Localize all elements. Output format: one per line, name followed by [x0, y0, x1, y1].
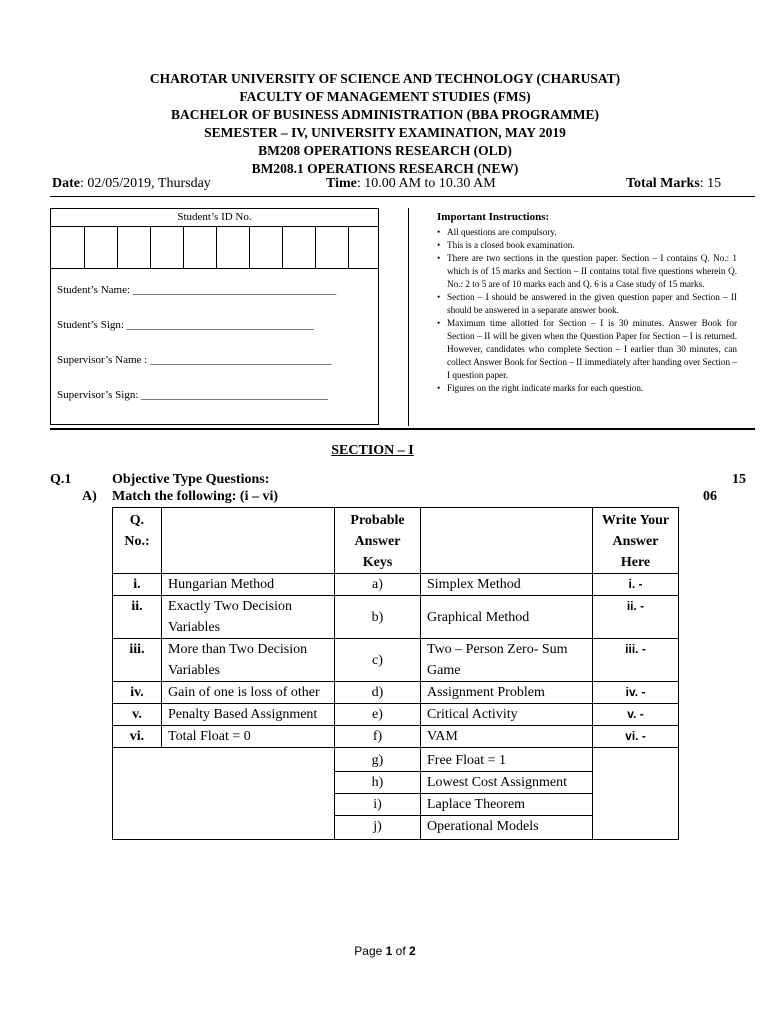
- row-number: ii.: [113, 596, 162, 639]
- answer-cell[interactable]: ii. -: [593, 596, 679, 639]
- instruction-item: • All questions are compulsory.: [437, 226, 737, 239]
- row-option: Lowest Cost Assignment: [421, 772, 593, 794]
- id-digit-cell[interactable]: [117, 227, 151, 268]
- header-blank-cell: [421, 508, 593, 574]
- exam-title: SEMESTER – IV, UNIVERSITY EXAMINATION, MAY 2019: [204, 125, 566, 140]
- instructions-panel: [437, 211, 737, 395]
- row-item: Penalty Based Assignment: [162, 704, 335, 726]
- answer-cell[interactable]: v. -: [593, 704, 679, 726]
- section-title: SECTION – I: [331, 443, 414, 458]
- row-number: i.: [113, 574, 162, 596]
- row-number: v.: [113, 704, 162, 726]
- row-number: iv.: [113, 682, 162, 704]
- answer-header: [593, 508, 679, 574]
- row-key: e): [335, 704, 421, 726]
- row-number: vi.: [113, 726, 162, 748]
- question-marks: 15: [732, 472, 746, 487]
- keys-header-text: Probable Answer Keys: [350, 513, 405, 570]
- table-row: [113, 682, 679, 704]
- id-digit-cell[interactable]: [249, 227, 283, 268]
- instruction-item: • Maximum time allotted for Section – I is 30 minutes. Answer Book for Section – II will be given when the Question Paper for Section – I is returned. However, candidates who complete Section – I earlier than 30 minutes, can collect Answer Book for Section – II immediately after handing over Section – I question paper.: [437, 317, 737, 382]
- row-key: b): [335, 596, 421, 639]
- marks-label: Total Marks: [626, 176, 700, 191]
- course-old-title: BM208 OPERATIONS RESEARCH (OLD): [258, 143, 512, 158]
- row-key: j): [335, 816, 421, 840]
- blank-merged-cell: [113, 748, 335, 840]
- table-row: [113, 704, 679, 726]
- id-digit-cell[interactable]: [315, 227, 349, 268]
- blank-answer-cell: [593, 748, 679, 840]
- instruction-item: • Section – I should be answered in the given question paper and Section – II should be answered in a separate answer book.: [437, 291, 737, 317]
- id-grid-bottom: [51, 268, 378, 269]
- student-sign-field[interactable]: Student’s Sign: __________________________________: [57, 319, 314, 331]
- date-value: : 02/05/2019, Thursday: [80, 176, 211, 191]
- table-row: [113, 596, 679, 639]
- id-digit-cell[interactable]: [348, 227, 378, 268]
- table-header-row: [113, 508, 679, 574]
- supervisor-name-field[interactable]: Supervisor’s Name : _________________________________: [57, 354, 332, 366]
- exam-date: [52, 176, 211, 192]
- header-blank-cell: [162, 508, 335, 574]
- faculty-title: FACULTY OF MANAGEMENT STUDIES (FMS): [239, 89, 531, 104]
- id-digit-cell[interactable]: [282, 227, 316, 268]
- extra-option-row: [113, 748, 679, 772]
- row-option: Simplex Method: [421, 574, 593, 596]
- student-id-label: Student’s ID No.: [177, 211, 252, 223]
- instruction-item: • Figures on the right indicate marks for each question.: [437, 382, 737, 395]
- id-digit-cell[interactable]: [84, 227, 118, 268]
- row-number: iii.: [113, 639, 162, 682]
- university-title: CHAROTAR UNIVERSITY OF SCIENCE AND TECHNOLOGY (CHARUSAT): [149, 71, 621, 86]
- row-option: Assignment Problem: [421, 682, 593, 704]
- page-current: 1: [385, 944, 393, 958]
- row-item: Total Float = 0: [162, 726, 335, 748]
- row-option: Critical Activity: [421, 704, 593, 726]
- question-number: Q.1: [50, 472, 72, 487]
- row-key: g): [335, 748, 421, 772]
- match-table: [112, 507, 679, 840]
- student-name-field[interactable]: Student’s Name: _____________________________________: [57, 284, 337, 296]
- id-digit-cell[interactable]: [216, 227, 250, 268]
- page-total: 2: [409, 944, 416, 958]
- time-label: Time: [326, 176, 357, 191]
- part-label: A): [82, 489, 97, 504]
- page-footer: [0, 944, 770, 958]
- row-option: Two – Person Zero- Sum Game: [421, 639, 593, 682]
- id-digit-cell[interactable]: [183, 227, 217, 268]
- supervisor-sign-field[interactable]: Supervisor’s Sign: __________________________________: [57, 389, 329, 401]
- exam-time: [326, 176, 496, 192]
- part-marks: 06: [703, 489, 717, 504]
- table-row: [113, 726, 679, 748]
- instruction-item: • There are two sections in the question paper. Section – I contains Q. No.: 1 which is of 15 marks and Section – II contains total five questions wherein Q. No.: 2 to 5 are of 10 marks each and Q. 6 is a Case study of 15 marks.: [437, 252, 737, 291]
- header-divider: [50, 196, 755, 197]
- question-title: Objective Type Questions:: [112, 472, 270, 487]
- instructions-title: Important Instructions:: [437, 211, 550, 223]
- row-item: Hungarian Method: [162, 574, 335, 596]
- answer-cell[interactable]: iii. -: [593, 639, 679, 682]
- row-item: Exactly Two Decision Variables: [162, 596, 335, 639]
- row-key: i): [335, 794, 421, 816]
- row-option: VAM: [421, 726, 593, 748]
- row-option: Free Float = 1: [421, 748, 593, 772]
- row-key: d): [335, 682, 421, 704]
- answer-header-text: Write Your Answer Here: [601, 513, 670, 570]
- row-option: Graphical Method: [421, 596, 593, 639]
- section-divider: [50, 428, 755, 430]
- time-value: : 10.00 AM to 10.30 AM: [356, 176, 496, 191]
- marks-value: : 15: [699, 176, 722, 191]
- instruction-item: • This is a closed book examination.: [437, 239, 737, 252]
- table-row: [113, 574, 679, 596]
- answer-cell[interactable]: iv. -: [593, 682, 679, 704]
- qno-header: [113, 508, 162, 574]
- qno-header-text: Q. No.:: [124, 513, 150, 549]
- date-label: Date: [52, 176, 80, 191]
- row-key: f): [335, 726, 421, 748]
- programme-title: BACHELOR OF BUSINESS ADMINISTRATION (BBA PROGRAMME): [171, 107, 599, 122]
- part-title: Match the following: (i – vi): [112, 489, 279, 504]
- row-key: h): [335, 772, 421, 794]
- keys-header: [335, 508, 421, 574]
- answer-cell[interactable]: vi. -: [593, 726, 679, 748]
- id-digit-cell[interactable]: [51, 227, 85, 268]
- row-option: Operational Models: [421, 816, 593, 840]
- row-key: a): [335, 574, 421, 596]
- instructions-divider: [408, 208, 409, 426]
- answer-cell[interactable]: i. -: [593, 574, 679, 596]
- table-row: [113, 639, 679, 682]
- id-digit-cell[interactable]: [150, 227, 184, 268]
- row-key: c): [335, 639, 421, 682]
- row-item: Gain of one is loss of other: [162, 682, 335, 704]
- total-marks: [626, 176, 721, 192]
- course-new-title: BM208.1 OPERATIONS RESEARCH (NEW): [251, 161, 519, 176]
- row-option: Laplace Theorem: [421, 794, 593, 816]
- page-prefix: Page: [354, 944, 386, 958]
- row-item: More than Two Decision Variables: [162, 639, 335, 682]
- page-middle: of: [392, 944, 410, 958]
